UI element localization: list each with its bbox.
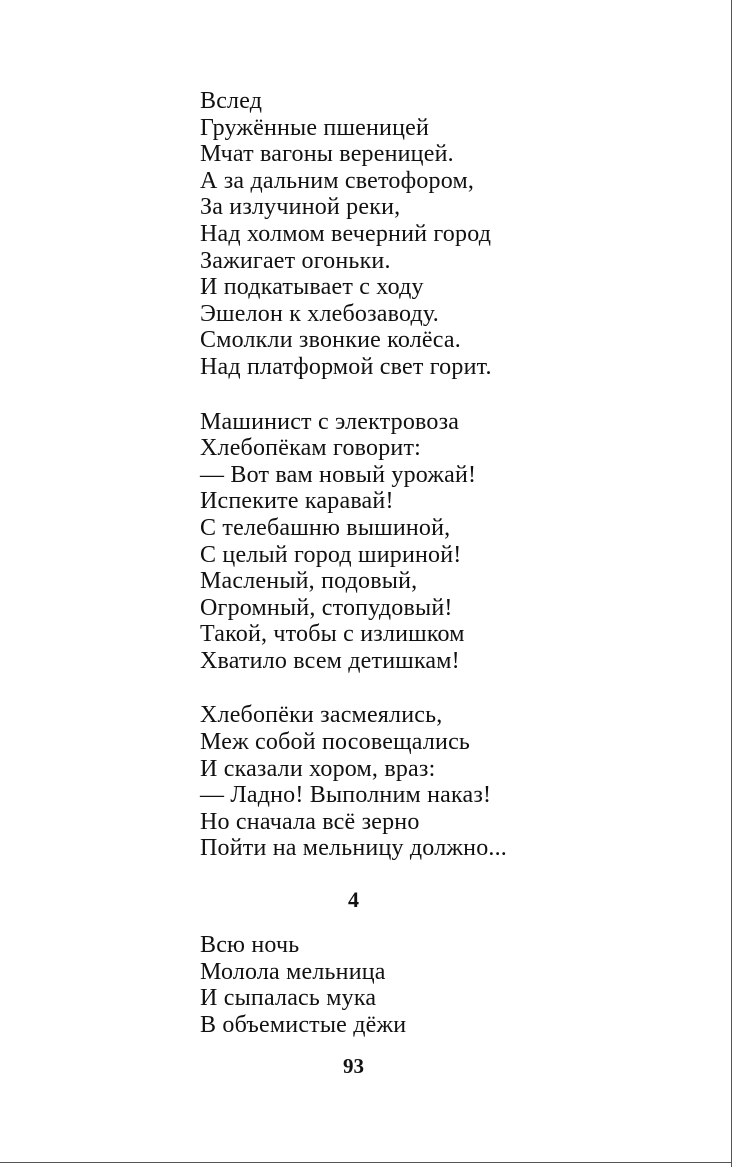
poem-line: Молола мельница — [200, 958, 386, 985]
stanza-3 — [200, 702, 700, 862]
poem-line: Хватило всем детишкам! — [200, 647, 460, 674]
page-edge-right — [731, 0, 732, 1167]
poem-line: Меж собой посовещались — [200, 729, 471, 756]
poem-line: В объемистые дёжи — [200, 1011, 407, 1038]
section-number: 4 — [348, 887, 359, 912]
poem-line: Масленый, подовый, — [200, 568, 418, 595]
poem-line: Всю ночь — [200, 932, 300, 958]
poem-line: Хлебопёкам говорит: — [200, 435, 422, 462]
page-edge-bottom — [0, 1162, 732, 1163]
poem-line: Зажигает огоньки. — [200, 247, 391, 274]
poem-line: И сыпалась мука — [200, 985, 377, 1012]
poem-line: Машинист с электровоза — [200, 408, 460, 435]
poem-line: С целый город шириной! — [200, 541, 462, 568]
stanza-gap — [200, 674, 700, 702]
poem-line: Огромный, стопудовый! — [200, 594, 453, 621]
stanza-1 — [200, 88, 700, 381]
poem-line: Такой, чтобы с излишком — [200, 621, 465, 648]
poem-line: — Ладно! Выполним наказ! — [200, 782, 492, 809]
stanza-gap — [200, 381, 700, 409]
poem-line: Смолкли звонкие колёса. — [200, 327, 461, 354]
stanza-4 — [200, 932, 700, 1038]
poem-line: Мчат вагоны вереницей. — [200, 141, 454, 168]
poem-line: Испеките каравай! — [200, 488, 394, 515]
poem-body — [200, 88, 700, 862]
poem-line: Гружённые пшеницей — [200, 114, 430, 141]
poem-line: Пойти на мельницу должно... — [200, 835, 507, 862]
poem-line: И сказали хором, враз: — [200, 755, 436, 782]
poem-line: Но сначала всё зерно — [200, 808, 420, 835]
poem-line: Над холмом вечерний город — [200, 220, 492, 247]
poem-line: Над платформой свет горит. — [200, 353, 492, 380]
poem-line: Эшелон к хлебозаводу. — [200, 300, 439, 327]
poem-line: — Вот вам новый урожай! — [200, 461, 477, 488]
poem-line: С телебашню вышиной, — [200, 514, 451, 541]
poem-line: И подкатывает с ходу — [200, 274, 424, 301]
poem-line: А за дальним светофором, — [200, 167, 475, 194]
stanza-2 — [200, 409, 700, 675]
poem-line: Вслед — [200, 88, 263, 114]
poem-line: За излучиной реки, — [200, 194, 401, 221]
poem-line: Хлебопёки засмеялись, — [200, 702, 443, 729]
page-number: 93 — [343, 1054, 364, 1078]
